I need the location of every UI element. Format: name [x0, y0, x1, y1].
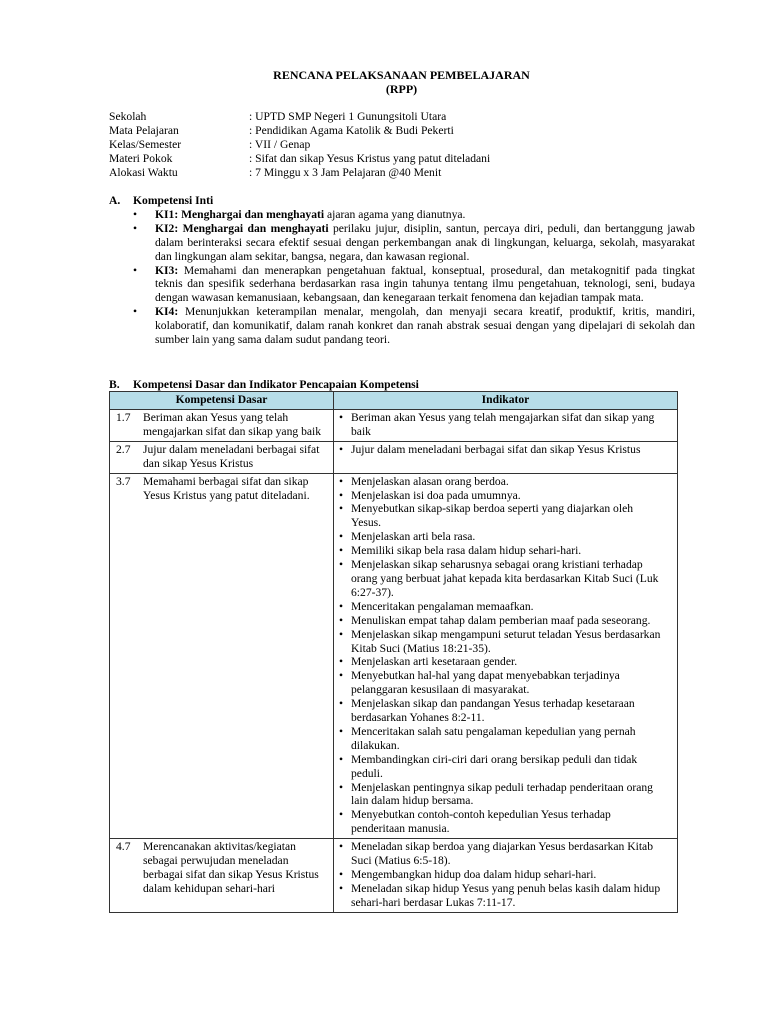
identity-row [109, 152, 709, 166]
bullet-icon: • [339, 881, 344, 895]
kd-number: 2.7 [116, 442, 131, 456]
bullet-icon: • [339, 558, 344, 572]
header-kompetensi-dasar: Kompetensi Dasar [110, 392, 334, 410]
indikator-cell [334, 441, 678, 473]
indikator-text: Menjelaskan alasan orang berdoa. [351, 474, 509, 488]
table-row [110, 839, 678, 913]
indikator-item [338, 781, 673, 809]
indikator-text: Jujur dalam meneladani berbagai sifat dan sikap Yesus Kristus [351, 442, 641, 456]
indikator-item [338, 600, 673, 614]
section-a-title: Kompetensi Inti [133, 194, 214, 207]
kd-cell [110, 473, 334, 839]
kd-cell [110, 839, 334, 913]
bullet-icon: • [339, 599, 344, 613]
ki-key: KI3: [155, 263, 179, 277]
indikator-text: Beriman akan Yesus yang telah mengajarkan sifat dan sikap yang baik [351, 411, 655, 438]
identity-label: Mata Pelajaran [109, 124, 179, 137]
indikator-text: Menyebutkan hal-hal yang dapat menyebabkan terjadinya pelanggaran kesusilaan di masyarakat. [351, 669, 620, 697]
kd-text: Merencanakan aktivitas/kegiatan sebagai perwujudan meneladan berbagai sifat dan sikap Yesus Kristus dalam kehidupan sehari-hari [143, 840, 319, 895]
table-header-row [110, 392, 678, 410]
indikator-item [338, 628, 673, 656]
indikator-text: Menjelaskan sikap seharusnya sebagai orang kristiani terhadap orang yang berbuat jahat kepada kita berdasarkan Kitab Suci (Luk 6:27-37). [351, 558, 659, 599]
section-a-heading [109, 194, 695, 208]
section-kompetensi-inti [109, 194, 695, 347]
indikator-text: Memiliki sikap bela rasa dalam hidup sehari-hari. [351, 544, 582, 558]
indikator-list [338, 475, 673, 837]
ki-text: Menunjukkan keterampilan menalar, mengolah, dan menyaji secara kreatif, produktif, kritis, mandiri, kolaboratif, dan komunikatif, dalam ranah konkret dan ranah abstrak sesuai dengan yang dipelajari di sekolah dan sumber lain yang sama dalam sudut pandang teori. [155, 305, 695, 347]
identity-value: : Pendidikan Agama Katolik & Budi Pekerti [249, 124, 454, 137]
ki-text: perilaku jujur, disiplin, santun, percaya diri, peduli, dan bertanggung jawab dalam berinteraksi secara efektif sesuai dengan perkembangan anak di lingkungan, keluarga, sekolah, masyarakat dan lingkungan alam sekitar, bangsa, negara, dan kawasan regional. [155, 221, 695, 263]
indikator-text: Menceritakan salah satu pengalaman kepedulian yang pernah dilakukan. [351, 724, 636, 752]
indikator-item [338, 530, 673, 544]
kd-text: Jujur dalam meneladani berbagai sifat dan sikap Yesus Kristus [143, 442, 320, 470]
identity-value: : 7 Minggu x 3 Jam Pelajaran @40 Menit [249, 166, 442, 179]
bullet-icon: • [339, 488, 344, 502]
kd-cell [110, 441, 334, 473]
bullet-icon: • [339, 868, 344, 881]
table-row [110, 410, 678, 442]
identity-value: : VII / Genap [249, 138, 311, 151]
indikator-text: Menyebutkan contoh-contoh kepedulian Yesus terhadap penderitaan manusia. [351, 808, 611, 836]
bullet-icon: • [339, 502, 344, 516]
identity-label: Kelas/Semester [109, 138, 182, 151]
bullet-icon: • [339, 442, 344, 456]
bullet-icon: • [133, 305, 138, 319]
indikator-item [338, 655, 673, 669]
ki-text: Memahami dan menerapkan pengetahuan faktual, konseptual, prosedural, dan metakognitif pada tingkat teknis dan spesifik sederhana berdasarkan rasa ingin tahunya tentang ilmu pengetahuan, teknologi, seni, budaya dengan wawasan kemanusiaan, kebangsaan, dan kenegaraan terkait fenomena dan kejadian tampak mata. [155, 263, 695, 305]
indikator-item [338, 502, 673, 530]
indikator-cell [334, 839, 678, 913]
ki-item [109, 208, 695, 222]
ki-key: KI2: Menghargai dan menghayati [155, 221, 329, 235]
section-kompetensi-dasar [109, 378, 709, 392]
kd-indikator-table [109, 391, 678, 913]
identity-value: : Sifat dan sikap Yesus Kristus yang patut diteladani [249, 152, 491, 165]
kd-cell [110, 410, 334, 442]
identity-row [109, 166, 709, 180]
indikator-item [338, 808, 673, 836]
identity-row [109, 124, 709, 138]
bullet-icon: • [339, 411, 344, 424]
indikator-item [338, 411, 673, 439]
indikator-cell [334, 410, 678, 442]
identity-row [109, 110, 709, 124]
header-indikator: Indikator [334, 392, 678, 410]
section-a-letter: A. [109, 194, 121, 207]
identity-block [109, 110, 709, 180]
identity-label: Materi Pokok [109, 152, 173, 165]
section-b-letter: B. [109, 378, 120, 391]
indikator-text: Menjelaskan arti bela rasa. [351, 530, 476, 544]
indikator-text: Mengembangkan hidup doa dalam hidup sehari-hari. [351, 868, 597, 881]
bullet-icon: • [339, 544, 344, 558]
bullet-icon: • [339, 474, 344, 488]
bullet-icon: • [339, 530, 344, 544]
indikator-item [338, 475, 673, 489]
indikator-item [338, 840, 673, 868]
identity-label: Sekolah [109, 110, 147, 123]
indikator-text: Menjelaskan sikap mengampuni seturut teladan Yesus berdasarkan Kitab Suci (Matius 18:21-35). [351, 627, 661, 655]
indikator-cell [334, 473, 678, 839]
kd-content [114, 411, 329, 439]
indikator-text: Menjelaskan arti kesetaraan gender. [351, 655, 518, 669]
kd-number: 1.7 [116, 411, 131, 424]
kd-number: 4.7 [116, 840, 131, 854]
indikator-text: Menjelaskan sikap dan pandangan Yesus terhadap kesetaraan berdasarkan Yohanes 8:2-11. [351, 697, 635, 725]
table-body [110, 410, 678, 913]
indikator-text: Menjelaskan pentingnya sikap peduli terhadap penderitaan orang lain dalam hidup bersama. [351, 780, 653, 808]
bullet-icon: • [339, 697, 344, 711]
ki-key: KI1: Menghargai dan menghayati [155, 207, 325, 221]
indikator-text: Menyebutkan sikap-sikap berdoa seperti yang diajarkan oleh Yesus. [351, 502, 634, 530]
bullet-icon: • [339, 724, 344, 738]
indikator-text: Membandingkan ciri-ciri dari orang bersikap peduli dan tidak peduli. [351, 752, 638, 780]
document-title: RENCANA PELAKSANAAN PEMBELAJARAN [273, 68, 530, 82]
kd-number: 3.7 [116, 474, 131, 488]
identity-value: : UPTD SMP Negeri 1 Gunungsitoli Utara [249, 110, 447, 123]
indikator-item [338, 868, 673, 882]
indikator-item [338, 544, 673, 558]
identity-label: Alokasi Waktu [109, 166, 178, 179]
document-subtitle: (RPP) [385, 82, 418, 96]
table-row [110, 441, 678, 473]
bullet-icon: • [339, 780, 344, 794]
indikator-text: Menuliskan empat tahap dalam pemberian maaf pada seseorang. [351, 613, 651, 627]
indikator-item [338, 558, 673, 600]
bullet-icon: • [133, 221, 138, 235]
indikator-item [338, 489, 673, 503]
ki-item [109, 305, 695, 347]
bullet-icon: • [339, 808, 344, 822]
indikator-item [338, 882, 673, 910]
bullet-icon: • [133, 263, 138, 277]
kd-content [114, 443, 329, 471]
section-b-title: Kompetensi Dasar dan Indikator Pencapaian Kompetensi [133, 378, 419, 391]
indikator-item [338, 443, 673, 457]
bullet-icon: • [339, 613, 344, 627]
ki-item [109, 264, 695, 306]
indikator-text: Meneladan sikap hidup Yesus yang penuh belas kasih dalam hidup sehari-hari berdasar Lukas 7:11-17. [351, 881, 661, 909]
indikator-list [338, 411, 673, 439]
kd-text: Beriman akan Yesus yang telah mengajarkan sifat dan sikap yang baik [143, 411, 322, 438]
bullet-icon: • [339, 752, 344, 766]
indikator-item [338, 614, 673, 628]
kd-content [114, 475, 329, 503]
identity-row [109, 138, 709, 152]
bullet-icon: • [133, 207, 138, 221]
indikator-item [338, 669, 673, 697]
table-row [110, 473, 678, 839]
bullet-icon: • [339, 669, 344, 683]
bullet-icon: • [339, 627, 344, 641]
ki-item [109, 222, 695, 264]
bullet-icon: • [339, 840, 344, 854]
section-b-heading [109, 378, 709, 392]
indikator-list [338, 443, 673, 457]
indikator-text: Menceritakan pengalaman memaafkan. [351, 599, 534, 613]
ki-key: KI4: [155, 305, 179, 319]
indikator-text: Meneladan sikap berdoa yang diajarkan Yesus berdasarkan Kitab Suci (Matius 6:5-18). [351, 840, 653, 868]
bullet-icon: • [339, 655, 344, 669]
ki-list [109, 208, 695, 347]
kd-content [114, 840, 329, 896]
indikator-item [338, 697, 673, 725]
ki-text: ajaran agama yang dianutnya. [324, 207, 466, 221]
indikator-list [338, 840, 673, 910]
indikator-text: Menjelaskan isi doa pada umumnya. [351, 488, 521, 502]
indikator-item [338, 725, 673, 753]
indikator-item [338, 753, 673, 781]
kd-text: Memahami berbagai sifat dan sikap Yesus Kristus yang patut diteladani. [143, 474, 310, 502]
